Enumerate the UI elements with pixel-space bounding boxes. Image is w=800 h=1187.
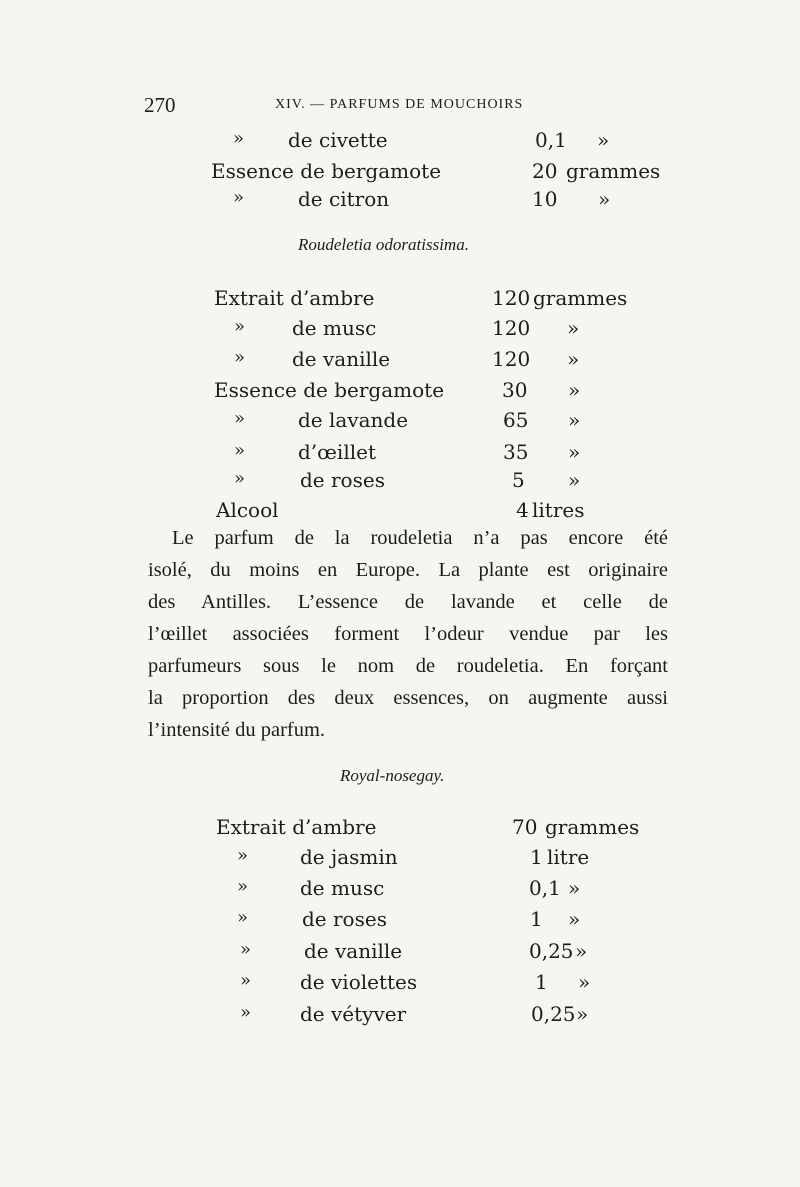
ingredient-row <box>0 316 620 346</box>
ingredient-name: de musc <box>292 316 377 340</box>
ditto-mark: » <box>237 876 249 897</box>
ingredient-quantity: 30 <box>502 378 528 402</box>
ingredient-row <box>0 286 628 316</box>
ingredient-name: d’œillet <box>298 440 376 464</box>
ditto-mark: » <box>234 468 246 489</box>
ingredient-unit: » <box>597 128 610 152</box>
ingredient-row <box>0 378 620 408</box>
ingredient-name: Extrait d’ambre <box>216 815 377 839</box>
ingredient-quantity: 65 <box>503 408 529 432</box>
ingredient-name: de musc <box>300 876 385 900</box>
ditto-mark: » <box>237 907 249 928</box>
ingredient-unit: » <box>567 347 580 371</box>
ingredient-quantity: 0,25 <box>529 939 574 963</box>
ingredient-unit: » <box>568 907 581 931</box>
ingredient-row <box>0 408 620 438</box>
ingredient-quantity: 120 <box>492 286 531 310</box>
ingredient-quantity: 10 <box>532 187 558 211</box>
ingredient-unit: » <box>575 939 588 963</box>
ditto-mark: » <box>234 408 246 429</box>
ingredient-quantity: 1 <box>530 845 543 869</box>
paragraph-line: Le parfum de la roudeletia n’a pas encore été <box>172 527 668 549</box>
ingredient-unit: grammes <box>566 159 661 183</box>
ingredient-unit: » <box>568 440 581 464</box>
ingredient-quantity: 1 <box>535 970 548 994</box>
ingredient-row <box>0 815 640 845</box>
ingredient-name: de citron <box>298 187 390 211</box>
paragraph-line: l’intensité du parfum. <box>148 719 326 741</box>
ingredient-name: de roses <box>302 907 387 931</box>
ingredient-quantity: 0,1 <box>535 128 567 152</box>
ingredient-quantity: 0,1 <box>529 876 561 900</box>
paragraph-line: la proportion des deux essences, on augmente aussi <box>148 687 668 709</box>
ingredient-unit: litres <box>532 498 585 522</box>
ingredient-row <box>0 159 661 189</box>
ingredient-row <box>0 845 620 875</box>
ingredient-quantity: 70 <box>512 815 538 839</box>
ingredient-name: Alcool <box>216 498 279 522</box>
paragraph-line: l’œillet associées forment l’odeur vendue par les <box>148 623 668 645</box>
ingredient-name: Extrait d’ambre <box>214 286 375 310</box>
ingredient-name: de vétyver <box>300 1002 407 1026</box>
ingredient-quantity: 35 <box>503 440 529 464</box>
ingredient-name: de civette <box>288 128 388 152</box>
ditto-mark: » <box>240 1002 252 1023</box>
ingredient-quantity: 120 <box>492 347 531 371</box>
section-title-roudeletia: Roudeletia odoratissima. <box>298 235 469 254</box>
ingredient-name: de jasmin <box>300 845 398 869</box>
ingredient-quantity: 1 <box>530 907 543 931</box>
ingredient-row <box>0 128 620 158</box>
page-header <box>144 93 664 123</box>
ingredient-unit: » <box>567 316 580 340</box>
ingredient-unit: litre <box>547 845 590 869</box>
ingredient-row <box>0 347 620 377</box>
ingredient-unit: » <box>578 970 591 994</box>
ingredient-row <box>0 876 620 906</box>
paragraph-line: des Antilles. L’essence de lavande et celle de <box>148 591 668 613</box>
ingredient-name: de roses <box>300 468 385 492</box>
ingredient-name: Essence de bergamote <box>211 159 442 183</box>
paragraph-line: isolé, du moins en Europe. La plante est originaire <box>148 559 668 581</box>
ditto-mark: » <box>240 970 252 991</box>
ditto-mark: » <box>234 440 246 461</box>
page-number: 270 <box>144 93 176 117</box>
ingredient-name: de vanille <box>292 347 391 371</box>
ingredient-row <box>0 907 620 937</box>
ingredient-name: de vanille <box>304 939 403 963</box>
running-head: XIV. — PARFUMS DE MOUCHOIRS <box>275 97 524 112</box>
ingredient-unit: » <box>568 378 581 402</box>
ingredient-quantity: 5 <box>512 468 525 492</box>
ingredient-unit: grammes <box>533 286 628 310</box>
ingredient-unit: » <box>568 408 581 432</box>
ingredient-unit: » <box>598 187 611 211</box>
ingredient-quantity: 0,25 <box>531 1002 576 1026</box>
ingredient-quantity: 4 <box>516 498 529 522</box>
section-title-royal-nosegay: Royal-nosegay. <box>340 766 445 785</box>
ingredient-unit: grammes <box>545 815 640 839</box>
ingredient-row <box>0 468 620 498</box>
ingredient-row <box>0 1002 620 1032</box>
ingredient-quantity: 120 <box>492 316 531 340</box>
ingredient-row <box>0 187 620 217</box>
ingredient-unit: » <box>568 876 581 900</box>
ingredient-name: de lavande <box>298 408 409 432</box>
ingredient-name: Essence de bergamote <box>214 378 445 402</box>
ingredient-row <box>0 970 620 1000</box>
ditto-mark: » <box>233 187 245 208</box>
ditto-mark: » <box>234 316 246 337</box>
ditto-mark: » <box>237 845 249 866</box>
ingredient-row <box>0 440 620 470</box>
paragraph-line: parfumeurs sous le nom de roudeletia. En forçant <box>148 655 668 677</box>
ingredient-row <box>0 939 620 969</box>
ditto-mark: » <box>240 939 252 960</box>
ingredient-name: de violettes <box>300 970 418 994</box>
ingredient-quantity: 20 <box>532 159 558 183</box>
ditto-mark: » <box>234 347 246 368</box>
ingredient-unit: » <box>568 468 581 492</box>
ingredient-unit: » <box>576 1002 589 1026</box>
ditto-mark: » <box>233 128 245 149</box>
ingredient-row <box>0 498 620 528</box>
body-paragraph <box>148 527 668 751</box>
